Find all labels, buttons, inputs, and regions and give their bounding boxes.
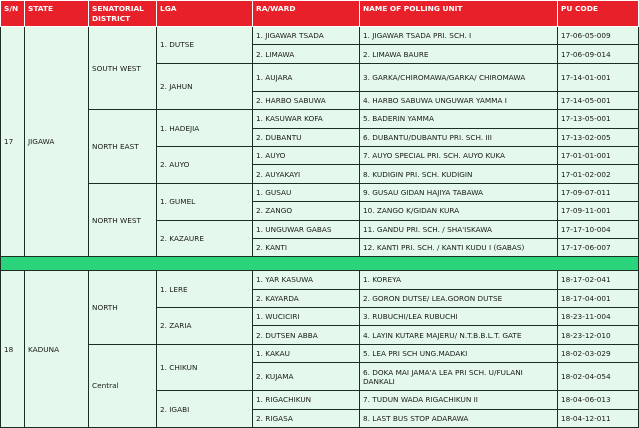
pu-code-cell: 18-02-03-029 [558,344,639,362]
header-pu-name: NAME OF POLLING UNIT [360,1,558,27]
lga-name: 2. JAHUN [157,63,253,109]
pu-code-cell: 17-09-07-011 [558,183,639,201]
district-name: SOUTH WEST [89,27,157,110]
pu-code-cell: 17-17-06-007 [558,238,639,256]
state-name: KADUNA [25,271,89,428]
ward-cell: 1. RIGACHIKUN [253,391,360,409]
pu-code-cell: 17-01-02-002 [558,165,639,183]
district-name: NORTH EAST [89,110,157,184]
pu-name-cell: 3. GARKA/CHIROMAWA/GARKA/ CHIROMAWA [360,63,558,91]
lga-name: 2. IGABI [157,391,253,428]
lga-name: 1. LERE [157,271,253,308]
pu-code-cell: 18-23-12-010 [558,326,639,344]
separator-bar [1,257,639,271]
lga-name: 1. GUMEL [157,183,253,220]
ward-cell: 1. AUYO [253,146,360,164]
pu-code-cell: 18-04-06-013 [558,391,639,409]
state-name: JIGAWA [25,27,89,257]
ward-cell: 2. LIMAWA [253,45,360,63]
pu-name-cell: 1. JIGAWAR TSADA PRI. SCH. I [360,27,558,45]
pu-code-cell: 17-13-02-005 [558,128,639,146]
ward-cell: 1. KAKAU [253,344,360,362]
ward-cell: 2. DUBANTU [253,128,360,146]
table-row [1,271,639,289]
ward-cell: 2. RIGASA [253,409,360,427]
pu-name-cell: 1. KOREYA [360,271,558,289]
pu-name-cell: 2. LIMAWA BAURE [360,45,558,63]
ward-cell: 2. KAYARDA [253,289,360,307]
pu-code-cell: 17-17-10-004 [558,220,639,238]
lga-name: 2. AUYO [157,146,253,183]
pu-code-cell: 18-17-02-041 [558,271,639,289]
table-row [1,183,639,201]
ward-cell: 1. JIGAWAR TSADA [253,27,360,45]
pu-name-cell: 4. HARBO SABUWA UNGUWAR YAMMA I [360,91,558,109]
pu-code-cell: 18-02-04-054 [558,363,639,391]
pu-name-cell: 5. BADERIN YAMMA [360,110,558,128]
ward-cell: 2. KANTI [253,238,360,256]
pu-code-cell: 18-17-04-001 [558,289,639,307]
pu-code-cell: 18-04-12-011 [558,409,639,427]
header-pu-code: PU CODE [558,1,639,27]
ward-cell: 1. UNGUWAR GABAS [253,220,360,238]
pu-code-cell: 17-01-01-001 [558,146,639,164]
header-district: SENATORIAL DISTRICT [89,1,157,27]
ward-cell: 1. WUCICIRI [253,308,360,326]
pu-name-cell: 12. KANTI PRI. SCH. / KANTI KUDU I (GABAS) [360,238,558,256]
ward-cell: 2. AUYAKAYI [253,165,360,183]
ward-cell: 1. KASUWAR KOFA [253,110,360,128]
separator-row [1,257,639,271]
pu-code-cell: 18-23-11-004 [558,308,639,326]
pu-code-cell: 17-06-05-009 [558,27,639,45]
lga-name: 2. ZARIA [157,308,253,345]
pu-name-cell: 4. LAYIN KUTARE MAJERU/ N.T.B.B.L.T. GATE [360,326,558,344]
header-row [1,1,639,27]
table-row [1,110,639,128]
pu-name-cell: 11. GANDU PRI. SCH. / SHA'ISKAWA [360,220,558,238]
ward-cell: 1. GUSAU [253,183,360,201]
pu-name-cell: 10. ZANGO K/GIDAN KURA [360,202,558,220]
header-state: STATE [25,1,89,27]
lga-name: 1. HADEJIA [157,110,253,147]
district-name: Central [89,344,157,427]
pu-name-cell: 3. RUBUCHI/LEA RUBUCHI [360,308,558,326]
pu-code-cell: 17-13-05-001 [558,110,639,128]
ward-cell: 2. HARBO SABUWA [253,91,360,109]
pu-name-cell: 8. LAST BUS STOP ADARAWA [360,409,558,427]
pu-name-cell: 6. DOKA MAI JAMA'A LEA PRI SCH. U/FULANI DANKALI [360,363,558,391]
lga-name: 1. CHIKUN [157,344,253,390]
lga-name: 2. KAZAURE [157,220,253,257]
pu-name-cell: 7. TUDUN WADA RIGACHIKUN II [360,391,558,409]
state-sn: 18 [1,271,25,428]
state-sn: 17 [1,27,25,257]
lga-name: 1. DUTSE [157,27,253,64]
table-row [1,27,639,45]
pu-code-cell: 17-14-05-001 [558,91,639,109]
ward-cell: 2. ZANGO [253,202,360,220]
ward-cell: 2. KUJAMA [253,363,360,391]
header-ward: RA/WARD [253,1,360,27]
pu-name-cell: 7. AUYO SPECIAL PRI. SCH. AUYO KUKA [360,146,558,164]
pu-code-cell: 17-06-09-014 [558,45,639,63]
district-name: NORTH WEST [89,183,157,257]
pu-name-cell: 9. GUSAU GIDAN HAJIYA TABAWA [360,183,558,201]
pu-code-cell: 17-14-01-001 [558,63,639,91]
district-name: NORTH [89,271,157,345]
table-row [1,344,639,362]
header-lga: LGA [157,1,253,27]
ward-cell: 1. AUJARA [253,63,360,91]
pu-name-cell: 2. GORON DUTSE/ LEA.GORON DUTSE [360,289,558,307]
pu-name-cell: 5. LEA PRI SCH UNG.MADAKI [360,344,558,362]
ward-cell: 2. DUTSEN ABBA [253,326,360,344]
pu-name-cell: 8. KUDIGIN PRI. SCH. KUDIGIN [360,165,558,183]
pu-name-cell: 6. DUBANTU/DUBANTU PRI. SCH. III [360,128,558,146]
header-sn: S/N [1,1,25,27]
ward-cell: 1. YAR KASUWA [253,271,360,289]
pu-code-cell: 17-09-11-001 [558,202,639,220]
